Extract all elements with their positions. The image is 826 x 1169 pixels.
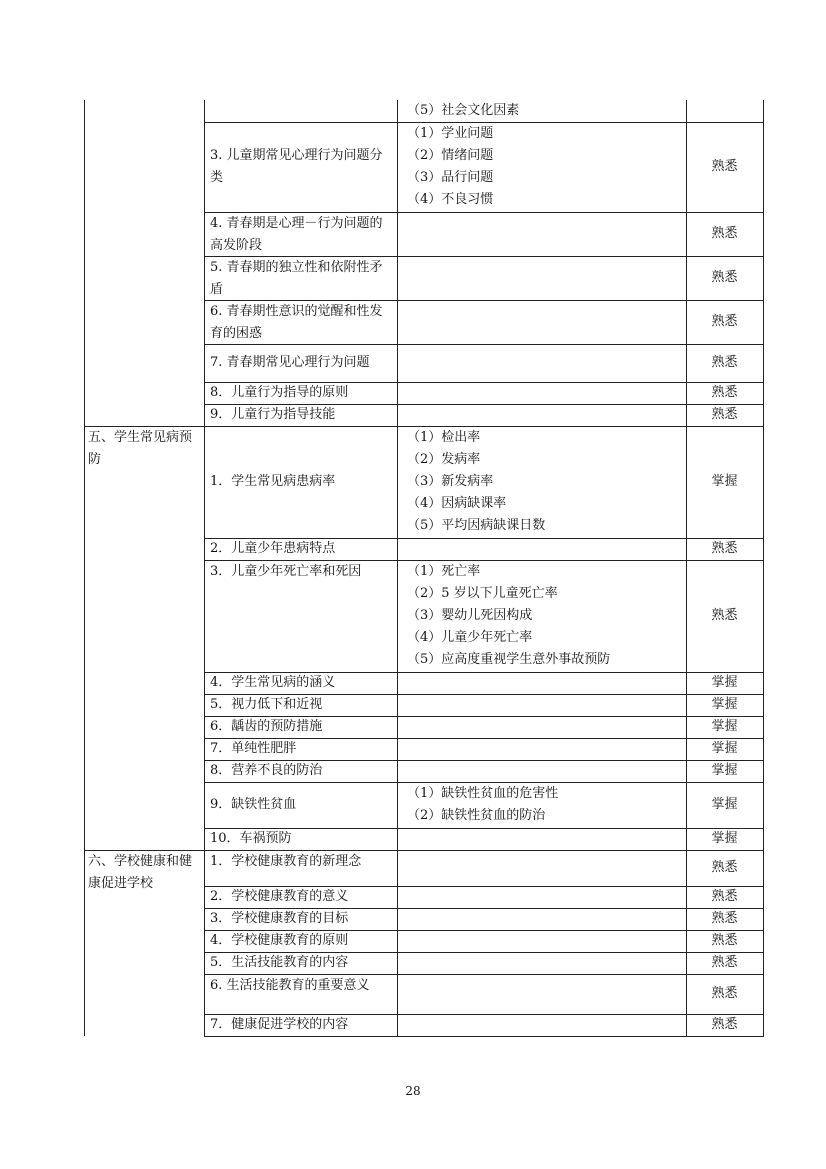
table-rule xyxy=(84,100,85,1036)
row-topic: 6．龋齿的预防措施 xyxy=(210,719,323,734)
row-details xyxy=(407,427,682,537)
row-level: 熟悉 xyxy=(711,541,738,556)
detail-item: （2）发病率 xyxy=(407,452,481,467)
detail-item: （1）检出率 xyxy=(407,430,481,445)
row-level: 熟悉 xyxy=(711,933,738,948)
detail-item: （5）应高度重视学生意外事故预防 xyxy=(407,652,611,667)
row-level: 熟悉 xyxy=(711,608,738,623)
detail-item: （1）缺铁性贫血的危害性 xyxy=(407,786,559,801)
row-level: 掌握 xyxy=(711,831,738,846)
detail-item: （1）死亡率 xyxy=(407,564,481,579)
detail-item: （3）品行问题 xyxy=(407,170,494,185)
detail-item: （2）5 岁以下儿童死亡率 xyxy=(407,586,558,601)
detail-item: （5）平均因病缺课日数 xyxy=(407,518,546,533)
row-topic: 7．单纯性肥胖 xyxy=(210,741,297,756)
row-level: 熟悉 xyxy=(711,889,738,904)
row-level: 熟悉 xyxy=(711,314,738,329)
section-title: 五、学生常见病预防 xyxy=(88,430,193,467)
detail-item: （3）新发病率 xyxy=(407,474,494,489)
row-topic: 8．儿童行为指导的原则 xyxy=(210,385,349,400)
detail-item: （4）因病缺课率 xyxy=(407,496,507,511)
row-topic: 10．车祸预防 xyxy=(210,831,292,846)
row-topic: 6. 青春期性意识的觉醒和性发育的困惑 xyxy=(210,304,383,341)
row-level: 掌握 xyxy=(711,719,738,734)
row-topic: 9．儿童行为指导技能 xyxy=(210,407,336,422)
row-level: 熟悉 xyxy=(711,955,738,970)
detail-item: （5）社会文化因素 xyxy=(407,103,520,118)
row-topic xyxy=(210,101,393,121)
section-title xyxy=(86,101,202,145)
row-level: 掌握 xyxy=(711,741,738,756)
detail-item: （1）学业问题 xyxy=(407,126,494,141)
row-topic: 8．营养不良的防治 xyxy=(210,763,323,778)
section-title: 六、学校健康和健康促进学校 xyxy=(88,854,193,891)
row-level: 熟悉 xyxy=(711,385,738,400)
table-rule xyxy=(763,100,764,1036)
row-topic: 3．学校健康教育的目标 xyxy=(210,911,349,926)
row-topic: 4. 青春期是心理－行为问题的高发阶段 xyxy=(210,216,383,253)
row-topic: 4．学校健康教育的原则 xyxy=(210,933,349,948)
row-details xyxy=(407,561,682,671)
row-topic: 2．儿童少年患病特点 xyxy=(210,541,336,556)
row-topic: 9．缺铁性贫血 xyxy=(210,797,297,812)
row-level: 熟悉 xyxy=(711,407,738,422)
row-details xyxy=(407,783,682,827)
row-level: 熟悉 xyxy=(711,911,738,926)
page-number: 28 xyxy=(405,1084,421,1098)
row-topic: 4．学生常见病的涵义 xyxy=(210,675,336,690)
row-level: 熟悉 xyxy=(711,986,738,1001)
row-level: 掌握 xyxy=(711,675,738,690)
row-topic: 3. 儿童期常见心理行为问题分类 xyxy=(210,148,383,185)
row-topic: 7. 青春期常见心理行为问题 xyxy=(210,355,370,370)
row-level: 熟悉 xyxy=(711,1017,738,1032)
row-topic: 5. 青春期的独立性和依附性矛盾 xyxy=(210,260,383,297)
row-topic: 5．视力低下和近视 xyxy=(210,697,323,712)
table-rule xyxy=(204,100,205,1036)
row-topic: 3．儿童少年死亡率和死因 xyxy=(210,564,362,579)
detail-item: （2）情绪问题 xyxy=(407,148,494,163)
row-level: 掌握 xyxy=(711,697,738,712)
row-level: 熟悉 xyxy=(711,159,738,174)
row-level: 掌握 xyxy=(711,797,738,812)
table-rule xyxy=(204,1036,764,1037)
row-topic: 1．学校健康教育的新理念 xyxy=(210,854,362,869)
row-level: 熟悉 xyxy=(711,226,738,241)
row-topic: 6. 生活技能教育的重要意义 xyxy=(210,978,370,993)
row-topic: 7．健康促进学校的内容 xyxy=(210,1017,349,1032)
detail-item: （3）婴幼儿死因构成 xyxy=(407,608,533,623)
table-rule xyxy=(397,100,398,1036)
row-topic: 5．生活技能教育的内容 xyxy=(210,955,349,970)
row-level: 熟悉 xyxy=(711,270,738,285)
row-topic: 1．学生常见病患病率 xyxy=(210,474,336,489)
detail-item: （4）不良习惯 xyxy=(407,192,494,207)
row-details xyxy=(407,123,682,211)
row-level: 掌握 xyxy=(711,474,738,489)
row-topic: 2．学校健康教育的意义 xyxy=(210,889,349,904)
row-details xyxy=(407,101,682,121)
detail-item: （2）缺铁性贫血的防治 xyxy=(407,808,546,823)
row-level: 掌握 xyxy=(711,763,738,778)
detail-item: （4）儿童少年死亡率 xyxy=(407,630,533,645)
row-level xyxy=(686,101,763,121)
row-level: 熟悉 xyxy=(711,355,738,370)
row-level: 熟悉 xyxy=(711,860,738,875)
